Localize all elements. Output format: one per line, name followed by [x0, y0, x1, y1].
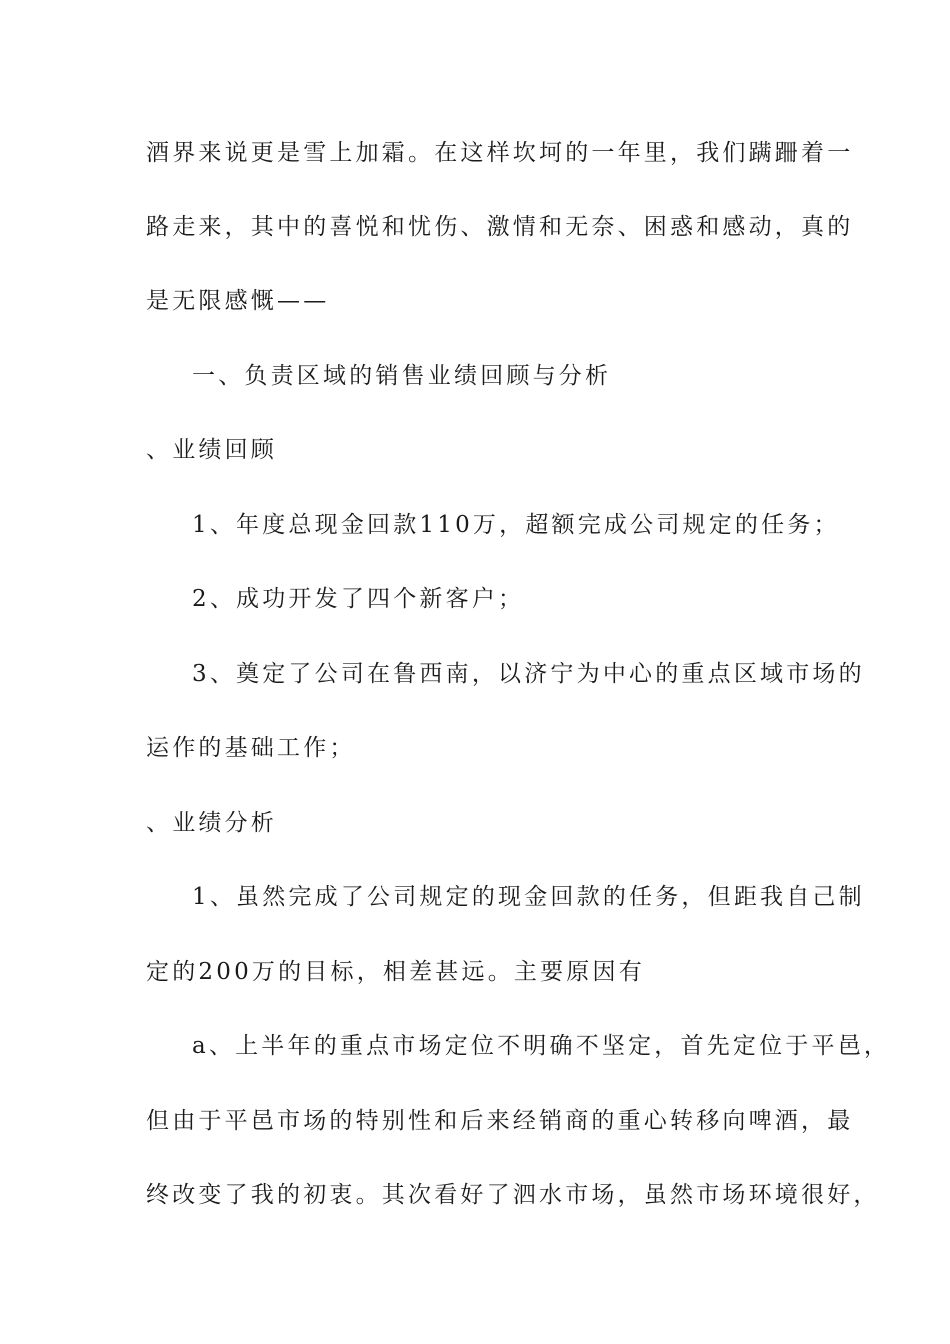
list-item-2: 2、成功开发了四个新客户；	[192, 586, 525, 612]
analysis-item-1: 1、虽然完成了公司规定的现金回款的任务，但距我自己制	[192, 884, 865, 910]
subheading-performance-analysis: 、业绩分析	[146, 810, 277, 836]
subheading-performance-review: 、业绩回顾	[146, 437, 277, 463]
analysis-item-a: a、上半年的重点市场定位不明确不坚定，首先定位于平邑，	[192, 1033, 891, 1059]
analysis-item-a-line-2: 但由于平邑市场的特别性和后来经销商的重心转移向啤酒，最	[146, 1108, 854, 1134]
analysis-item-1-continued: 定的200万的目标，相差甚远。主要原因有	[146, 959, 645, 985]
list-item-3: 3、奠定了公司在鲁西南，以济宁为中心的重点区域市场的	[192, 661, 865, 687]
paragraph-line-2: 路走来，其中的喜悦和忧伤、激情和无奈、困惑和感动，真的	[146, 214, 854, 240]
section-heading: 一、负责区域的销售业绩回顾与分析	[192, 363, 612, 389]
list-item-3-continued: 运作的基础工作；	[146, 735, 356, 761]
paragraph-line-3: 是无限感慨——	[146, 288, 330, 314]
list-item-1: 1、年度总现金回款110万，超额完成公司规定的任务；	[192, 512, 840, 538]
analysis-item-a-line-3: 终改变了我的初衷。其次看好了泗水市场，虽然市场环境很好，	[146, 1182, 880, 1208]
paragraph-line-1: 酒界来说更是雪上加霜。在这样坎坷的一年里，我们蹒跚着一	[146, 140, 854, 166]
